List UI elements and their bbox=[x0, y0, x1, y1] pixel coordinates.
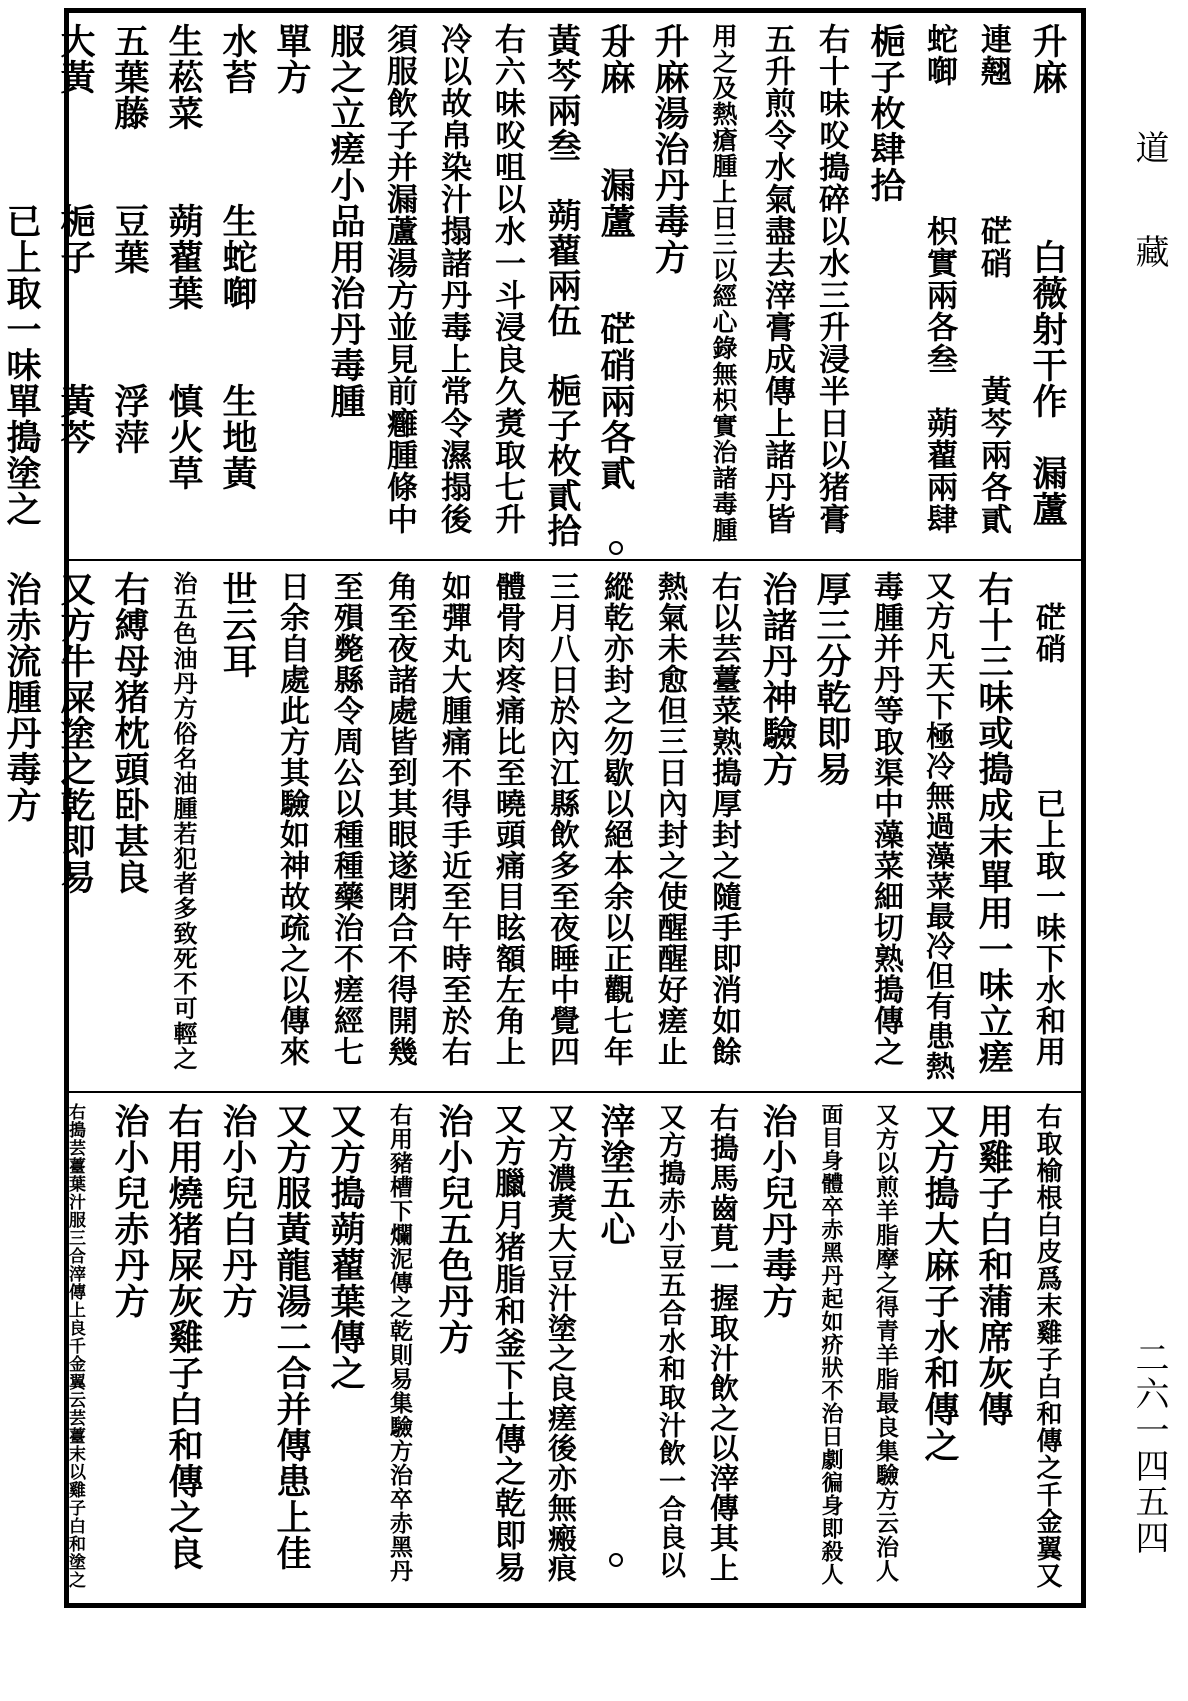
text-column: 梔子枚肆拾 bbox=[865, 23, 906, 203]
text-column: 水苔 生蛇啣 生地黃 bbox=[217, 23, 258, 491]
text-column: 滓塗五心 bbox=[595, 1103, 636, 1247]
text-column: 又方濃煑大豆汁塗之良瘥後亦無瘢痕 bbox=[544, 1103, 578, 1583]
text-column: 用雞子白和蒲席灰傳 bbox=[973, 1103, 1014, 1427]
text-column: 至殞斃縣令周公以種種藥治不瘥經七 bbox=[328, 571, 363, 1067]
text-column: 硭硝 已上取一味下水和用 bbox=[1030, 571, 1065, 1067]
text-column: 世云耳 bbox=[217, 571, 258, 679]
text-column: 治諸丹神驗方 bbox=[757, 571, 798, 787]
text-column: 用之及熱瘡腫上日三以經心錄無枳實治諸毒腫 bbox=[709, 23, 738, 543]
text-band-bottom bbox=[65, 1091, 1081, 1603]
text-column: 又方以煎羊脂摩之得青羊脂最良集驗方云治人 bbox=[872, 1103, 899, 1583]
circle-mark bbox=[609, 541, 623, 555]
text-column: 又方搗赤小豆五合水和取汁飲一合良以 bbox=[654, 1103, 685, 1579]
text-column: 體骨肉疼痛比至曉頭痛目眩額左角上 bbox=[490, 571, 525, 1067]
text-column: 又方搗蒴藋葉傳之 bbox=[325, 1103, 366, 1391]
text-column: 單方 bbox=[271, 23, 312, 95]
text-column: 右十三味或搗成末單用一味立瘥 bbox=[973, 571, 1014, 1075]
text-column: 治五色油丹方俗名油腫若犯者多致死不可輕之 bbox=[169, 571, 198, 1071]
text-column: 連翹 硭硝 黃芩兩各貳 bbox=[975, 23, 1011, 535]
text-column: 如彈丸大腫痛不得手近至午時至於右 bbox=[436, 571, 471, 1067]
text-column: 大黃 梔子 黃芩 bbox=[55, 23, 96, 455]
text-column: 又方搗大麻子水和傳之 bbox=[919, 1103, 960, 1463]
text-column: 又方臘月猪脂和釜下土傳之乾即易 bbox=[489, 1103, 525, 1583]
page-number: 二六一四五四 bbox=[1129, 1340, 1169, 1556]
text-column: 厚三分乾即易 bbox=[811, 571, 852, 787]
text-column: 治小兒五色丹方 bbox=[433, 1103, 474, 1355]
text-column: 右十味㕮搗碎以水三升浸半日以猪膏 bbox=[813, 23, 849, 535]
text-column: 右縛母猪枕頭卧甚良 bbox=[109, 571, 150, 895]
text-column: 又方牛屎塗之乾即易 bbox=[55, 571, 96, 895]
text-column: 須服飲子并漏蘆湯方並見前癰腫條中 bbox=[381, 23, 417, 535]
text-column: 熱氣未愈但三日內封之使醒醒好瘥止 bbox=[652, 571, 687, 1067]
text-band-middle bbox=[1, 559, 1081, 1091]
page-frame bbox=[1, 8, 1086, 1608]
text-column: 右用燒猪屎灰雞子白和傳之良 bbox=[163, 1103, 204, 1571]
text-column: 右以芸薹菜熟搗厚封之隨手即消如餘 bbox=[706, 571, 741, 1067]
text-column: 右取榆根白皮爲末雞子白和傳之千金翼又 bbox=[1032, 1103, 1062, 1589]
text-column: 升麻 漏蘆 硭硝兩各貳 bbox=[595, 23, 636, 491]
text-column: 五升煎令水氣盡去滓膏成傳上諸丹皆 bbox=[759, 23, 795, 535]
text-column: 三月八日於內江縣飲多至夜睡中覺四 bbox=[544, 571, 579, 1067]
text-column: 治小兒赤丹方 bbox=[109, 1103, 150, 1319]
text-column: 升麻湯治丹毒方 bbox=[649, 23, 690, 275]
book-title: 道藏 bbox=[1129, 130, 1169, 338]
text-column: 冷以故帛染汁搨諸丹毒上常令濕搨後 bbox=[435, 23, 471, 535]
text-column: 治赤流腫丹毒方 bbox=[1, 571, 42, 823]
text-band-top bbox=[1, 13, 1081, 559]
text-column: 五葉藤 豆葉 浮萍 bbox=[109, 23, 150, 455]
text-column: 蛇啣 枳實兩各叁 蒴藋兩肆 bbox=[921, 23, 957, 535]
text-column: 已上取一味單搗塗之 bbox=[1, 23, 42, 527]
text-column: 生菘菜 蒴藋葉 慎火草 bbox=[163, 23, 204, 491]
text-column: 治小兒白丹方 bbox=[217, 1103, 258, 1319]
text-column: 右搗芸薹葉汁服三合滓傳上良千金翼云芸薹末以雞子白和塗之 bbox=[65, 1103, 85, 1589]
text-column: 右用豬槽下爛泥傳之乾則易集驗方治卒赤黑丹 bbox=[386, 1103, 413, 1583]
text-column: 治小兒丹毒方 bbox=[757, 1103, 798, 1319]
text-column: 角至夜諸處皆到其眼遂閉合不得開幾 bbox=[382, 571, 417, 1067]
text-column: 黃芩兩叁 蒴藋兩伍 梔子枚貳拾 bbox=[541, 23, 581, 548]
text-column: 縱乾亦封之勿歇以絕本余以正觀七年 bbox=[598, 571, 633, 1067]
text-column: 毒腫并丹等取渠中藻菜細切熟搗傳之 bbox=[868, 571, 903, 1067]
text-column: 面目身體卒赤黑丹起如疥狀不治日劇徧身即殺人 bbox=[818, 1103, 844, 1586]
text-column: 日余自處此方其驗如神故疏之以傳來 bbox=[274, 571, 309, 1067]
text-column: 右六味㕮咀以水一斗浸良久煑取七升 bbox=[489, 23, 525, 535]
text-column: 右搗馬齒莧一握取汁飲之以滓傳其上 bbox=[706, 1103, 740, 1583]
text-column: 升麻 白薇射干作 漏蘆 bbox=[1027, 23, 1068, 527]
text-column: 又方凡天下極冷無過藻菜最冷但有患熱 bbox=[922, 571, 956, 1081]
text-column: 服之立瘥小品用治丹毒腫 bbox=[325, 23, 366, 419]
text-column: 又方服黃龍湯二合并傳患上佳 bbox=[271, 1103, 312, 1571]
